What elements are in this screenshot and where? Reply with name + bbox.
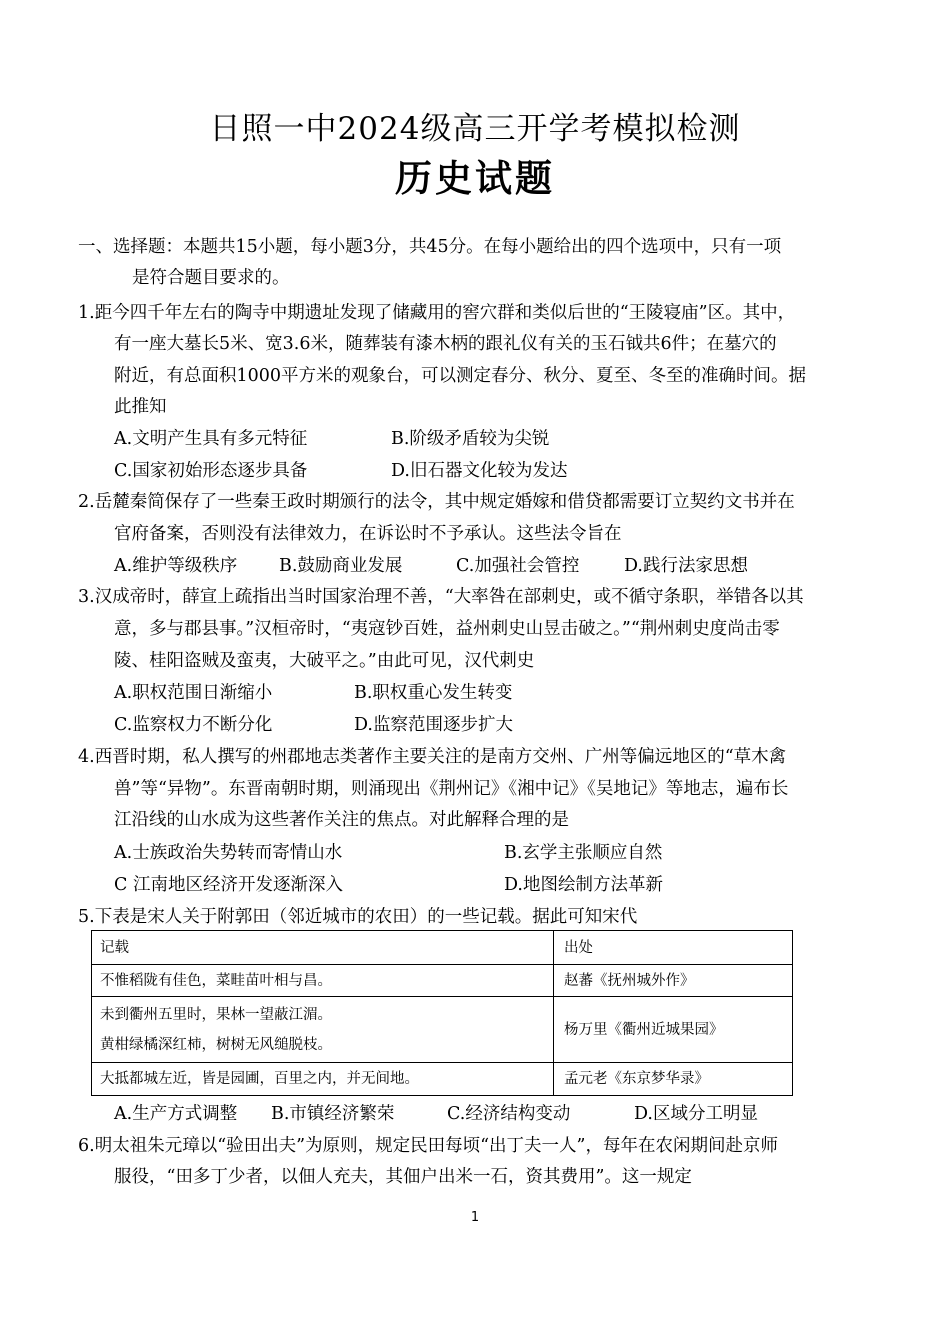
section-heading-cont: 是符合题目要求的。 (132, 268, 290, 288)
q2-line: 官府备案，否则没有法律效力，在诉讼时不予承认。这些法令旨在 (114, 524, 622, 544)
table-cell-source: 杨万里《衢州近城果园》 (554, 997, 793, 1063)
q3-option-b: B.职权重心发生转变 (354, 683, 513, 703)
q1-line: 附近，有总面积1000平方米的观象台，可以测定春分、秋分、夏至、冬至的准确时间。据 (114, 366, 807, 386)
table-header-records: 记载 (92, 931, 554, 965)
q5-line: 5.下表是宋人关于附郭田（邻近城市的农田）的一些记载。据此可知宋代 (78, 907, 638, 927)
table-row (92, 965, 793, 997)
q6-line: 服役，“田多丁少者，以佃人充夫，其佃户出米一石，资其费用”。这一规定 (114, 1167, 692, 1187)
records-table (91, 930, 793, 1096)
q2-option-c: C.加强社会管控 (456, 556, 580, 576)
table-row (92, 1063, 793, 1096)
q1-option-d: D.旧石器文化较为发达 (391, 461, 568, 481)
q6-line: 6.明太祖朱元璋以“验田出夫”为原则，规定民田每顷“出丁夫一人”，每年在农闲期间赴京师 (78, 1136, 778, 1156)
table-cell-record: 不惟稻陇有佳色，菜畦苗叶相与昌。 (92, 965, 554, 997)
q3-option-a: A.职权范围日渐缩小 (114, 683, 273, 703)
q2-option-b: B.鼓励商业发展 (279, 556, 403, 576)
page-title: 日照一中2024级高三开学考模拟检测 (209, 111, 741, 147)
table-row (92, 997, 793, 1063)
table-cell-record: 大抵都城左近，皆是园圃，百里之内，并无间地。 (92, 1063, 554, 1096)
q4-option-d: D.地图绘制方法革新 (504, 875, 663, 895)
page-number: 1 (470, 1210, 480, 1225)
q4-option-a: A.士族政治失势转而寄情山水 (114, 843, 343, 863)
q1-option-a: A.文明产生具有多元特征 (114, 429, 308, 449)
table-cell-source: 赵蕃《抚州城外作》 (554, 965, 793, 997)
q1-line: 有一座大墓长5米、宽3.6米，随葬装有漆木柄的跟礼仪有关的玉石钺共6件；在墓穴的 (114, 334, 777, 354)
q2-option-a: A.维护等级秩序 (114, 556, 238, 576)
q5-option-b: B.市镇经济繁荣 (271, 1104, 395, 1124)
table-cell-source: 孟元老《东京梦华录》 (554, 1063, 793, 1096)
q1-line: 1.距今四千年左右的陶寺中期遗址发现了储藏用的窖穴群和类似后世的“王陵寝庙”区。其中， (78, 303, 796, 323)
q4-line: 兽”等“异物”。东晋南朝时期，则涌现出《荆州记》《湘中记》《吴地记》等地志，遍布长 (114, 779, 789, 799)
section-heading: 一、选择题：本题共15小题，每小题3分，共45分。在每小题给出的四个选项中，只有一项 (78, 237, 782, 257)
table-header-source: 出处 (554, 931, 793, 965)
q1-option-b: B.阶级矛盾较为尖锐 (391, 429, 550, 449)
q4-line: 江沿线的山水成为这些著作关注的焦点。对此解释合理的是 (114, 810, 569, 830)
q2-option-d: D.践行法家思想 (624, 556, 748, 576)
q4-line: 4.西晋时期，私人撰写的州郡地志类著作主要关注的是南方交州、广州等偏远地区的“草木禽 (78, 747, 787, 767)
q3-option-c: C.监察权力不断分化 (114, 715, 273, 735)
table-cell-record: 未到衢州五里时，果林一望蔽江湄。 黄柑绿橘深红柿，树树无风缒脱枝。 (92, 997, 554, 1063)
table-header-row (92, 931, 793, 965)
page-subtitle: 历史试题 (395, 156, 555, 200)
q5-option-d: D.区域分工明显 (634, 1104, 758, 1124)
q3-line: 意，多与郡县事。”汉桓帝时，“夷寇钞百姓，益州刺史山昱击破之。”“荆州刺史度尚击零 (114, 619, 780, 639)
q4-option-c: C 江南地区经济开发逐渐深入 (114, 875, 343, 895)
q3-line: 陵、桂阳盗贼及蛮夷，大破平之。”由此可见，汉代刺史 (114, 651, 535, 671)
q3-option-d: D.监察范围逐步扩大 (354, 715, 513, 735)
q1-line: 此推知 (114, 397, 167, 417)
q5-option-a: A.生产方式调整 (114, 1104, 238, 1124)
q2-line: 2.岳麓秦简保存了一些秦王政时期颁行的法令，其中规定婚嫁和借贷都需要订立契约文书并在 (78, 492, 795, 512)
q1-option-c: C.国家初始形态逐步具备 (114, 461, 308, 481)
q4-option-b: B.玄学主张顺应自然 (504, 843, 663, 863)
q3-line: 3.汉成帝时，薛宣上疏指出当时国家治理不善，“大率咎在部刺史，或不循守条职，举错各以其 (78, 587, 804, 607)
q5-option-c: C.经济结构变动 (447, 1104, 571, 1124)
